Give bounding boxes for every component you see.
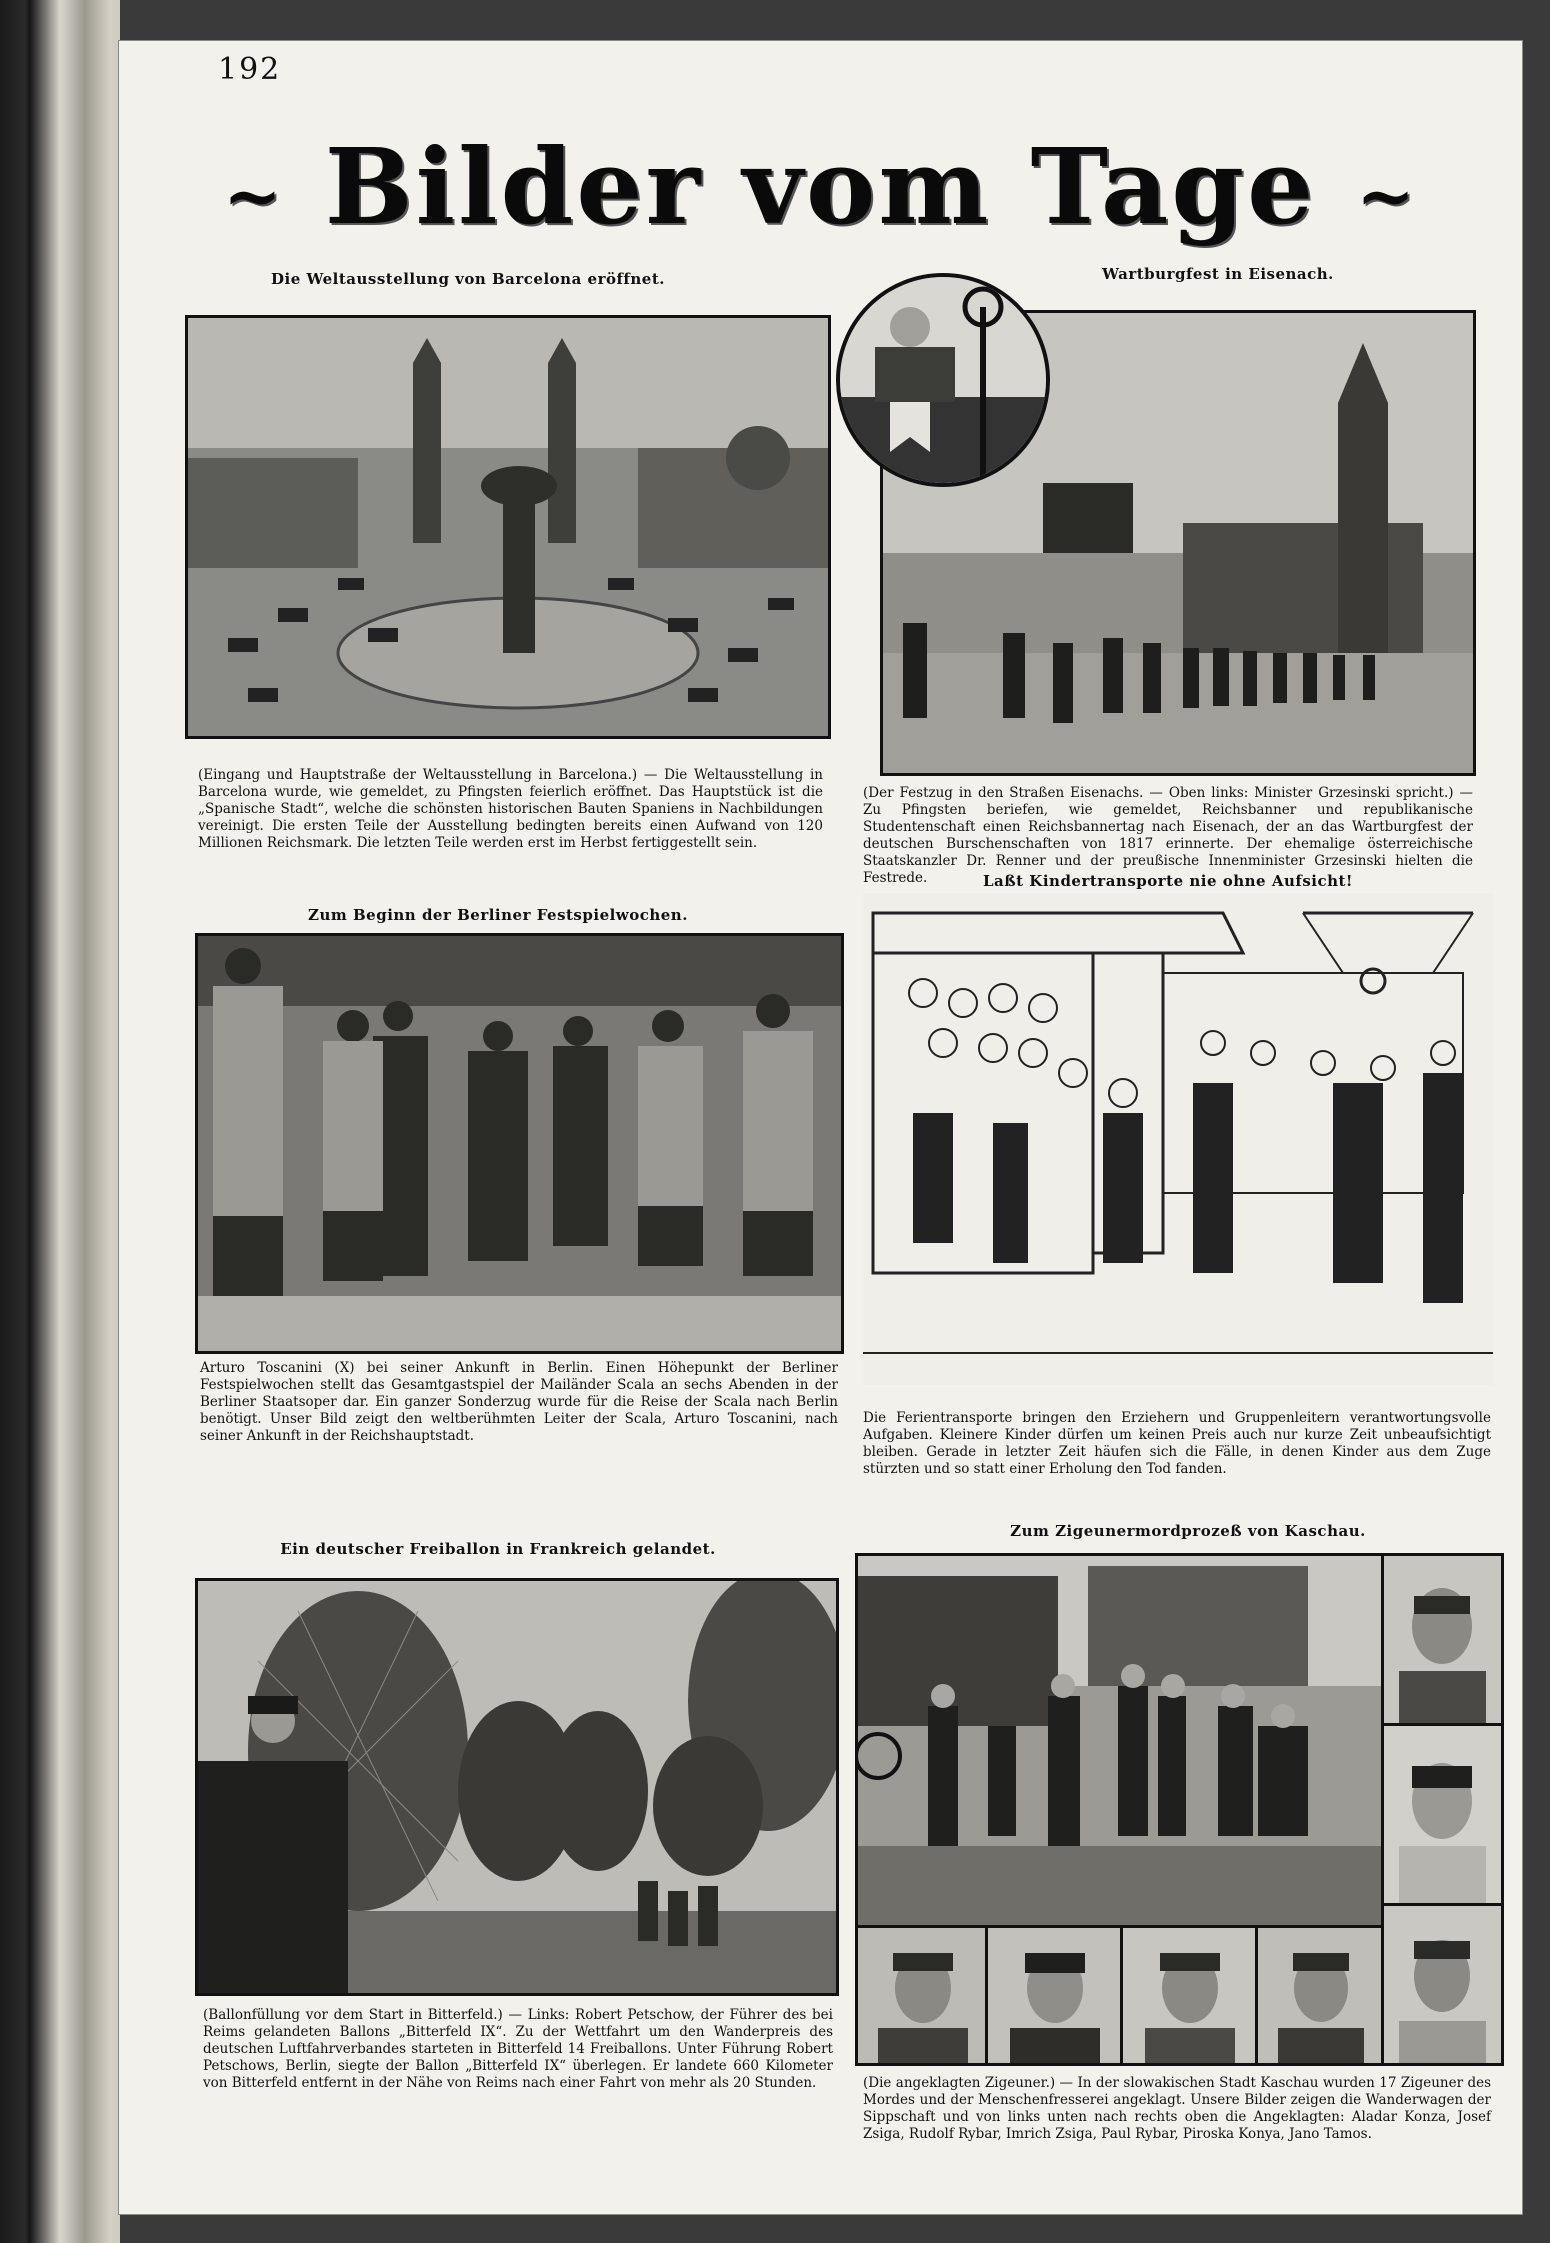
- headline-kaschau: Zum Zigeunermordprozeß von Kaschau.: [1010, 1522, 1366, 1540]
- caption-festspiel: Arturo Toscanini (X) bei seiner Ankunft in Berlin. Einen Höhepunkt der Berliner Festspielwochen stellt das Gesamtgastspiel der Mailänder Scala an sechs Abenden in der Berliner Staatsoper dar. Ein ganzer Sonderzug wurde für die Reise der Scala nach Berlin benötigt. Unser Bild zeigt den weltberühmten Leiter der Scala, Arturo Toscanini, nach seiner Ankunft in der Reichshauptstadt.: [200, 1360, 838, 1444]
- masthead: [118, 125, 1523, 248]
- photo-minister-grzesinski-inset: [836, 273, 1050, 487]
- caption-wartburg: (Der Festzug in den Straßen Eisenachs. — Oben links: Minister Grzesinski spricht.) — Zu Pfingsten beriefen, wie gemeldet, Reichsbanner und republikanische Studentenschaft einen Reichsbannertag nach Eisenach, der an das Wartburgfest der deutschen Burschenschaften von 1817 erinnerte. Der ehemalige österreichische Staatskanzler Dr. Renner und der preußische Innenminister Grzesinski hielten die Festrede.: [863, 785, 1473, 886]
- newspaper-page: [118, 40, 1523, 2215]
- headline-kindertransport: Laßt Kindertransporte nie ohne Aufsicht!: [982, 872, 1354, 890]
- headline-barcelona: Die Weltausstellung von Barcelona eröffnet.: [270, 270, 665, 288]
- portrait-defendant-5: [1120, 1925, 1261, 2066]
- book-binding: [0, 0, 120, 2243]
- headline-freiballon: Ein deutscher Freiballon in Frankreich gelandet.: [280, 1540, 716, 1558]
- caption-kindertransport: Die Ferientransporte bringen den Erziehern und Gruppenleitern verantwortungsvolle Aufgaben. Kleinere Kinder dürfen um keinen Preis auch nur kurze Zeit unbeaufsichtigt bleiben. Gerade in letzter Zeit häufen sich die Fälle, in denen Kinder aus dem Zuge stürzten und so statt einer Erholung den Tod fanden.: [863, 1410, 1491, 1477]
- caption-barcelona: (Eingang und Hauptstraße der Weltausstellung in Barcelona.) — Die Weltausstellung in Barcelona wurde, wie gemeldet, zu Pfingsten feierlich eröffnet. Das Hauptstück ist die „Spanische Stadt“, welche die schönsten historischen Bauten Spaniens in Nachbildungen vereinigt. Die ersten Teile der Ausstellung bedingten bereits einen Aufwand von 120 Millionen Reichsmark. Die letzten Teile werden erst im Herbst fertiggestellt sein.: [198, 767, 823, 851]
- masthead-ornament-right: ~: [1356, 154, 1418, 238]
- portrait-defendant-7: [1381, 1903, 1504, 2066]
- photo-barcelona-exhibition: [185, 315, 831, 739]
- illustration-kindertransport: [863, 893, 1493, 1385]
- portrait-defendant-4: [985, 1925, 1126, 2066]
- caption-kaschau: (Die angeklagten Zigeuner.) — In der slowakischen Stadt Kaschau wurden 17 Zigeuner des Mordes und der Menschenfresserei angeklagt. Unsere Bilder zeigen die Wanderwagen der Sippschaft und von links unten nach rechts oben die Angeklagten: Aladar Konza, Josef Zsiga, Rudolf Rybar, Imrich Zsiga, Paul Rybar, Piroska Konya, Jano Tamos.: [863, 2075, 1491, 2142]
- masthead-ornament-left: ~: [223, 154, 285, 238]
- caption-freiballon: (Ballonfüllung vor dem Start in Bitterfeld.) — Links: Robert Petschow, der Führer des bei Reims gelandeten Ballons „Bitterfeld IX“. Zu der Wettfahrt um den Wanderpreis des deutschen Luftfahrverbandes starteten in Bitterfeld 14 Freiballons. Unter Führung Robert Petschows, Berlin, siegte der Ballon „Bitterfeld IX“ überlegen. Er landete 660 Kilometer von Bitterfeld entfernt in der Nähe von Reims nach einer Fahrt von mehr als 20 Stunden.: [203, 2007, 833, 2091]
- portrait-defendant-1: [1381, 1553, 1504, 1729]
- headline-wartburg: Wartburgfest in Eisenach.: [1102, 265, 1334, 283]
- portrait-defendant-3: [855, 1925, 991, 2066]
- portrait-defendant-2: [1381, 1723, 1504, 1909]
- photo-toscanini-arrival: [195, 933, 844, 1354]
- portrait-defendant-6: [1255, 1925, 1387, 2066]
- photo-balloon-filling: [195, 1578, 839, 1996]
- headline-festspiel: Zum Beginn der Berliner Festspielwochen.: [308, 906, 688, 924]
- page-number: 192: [218, 52, 282, 87]
- masthead-title: Bilder vom Tage: [324, 125, 1317, 248]
- photo-gypsy-caravan: [855, 1553, 1411, 1931]
